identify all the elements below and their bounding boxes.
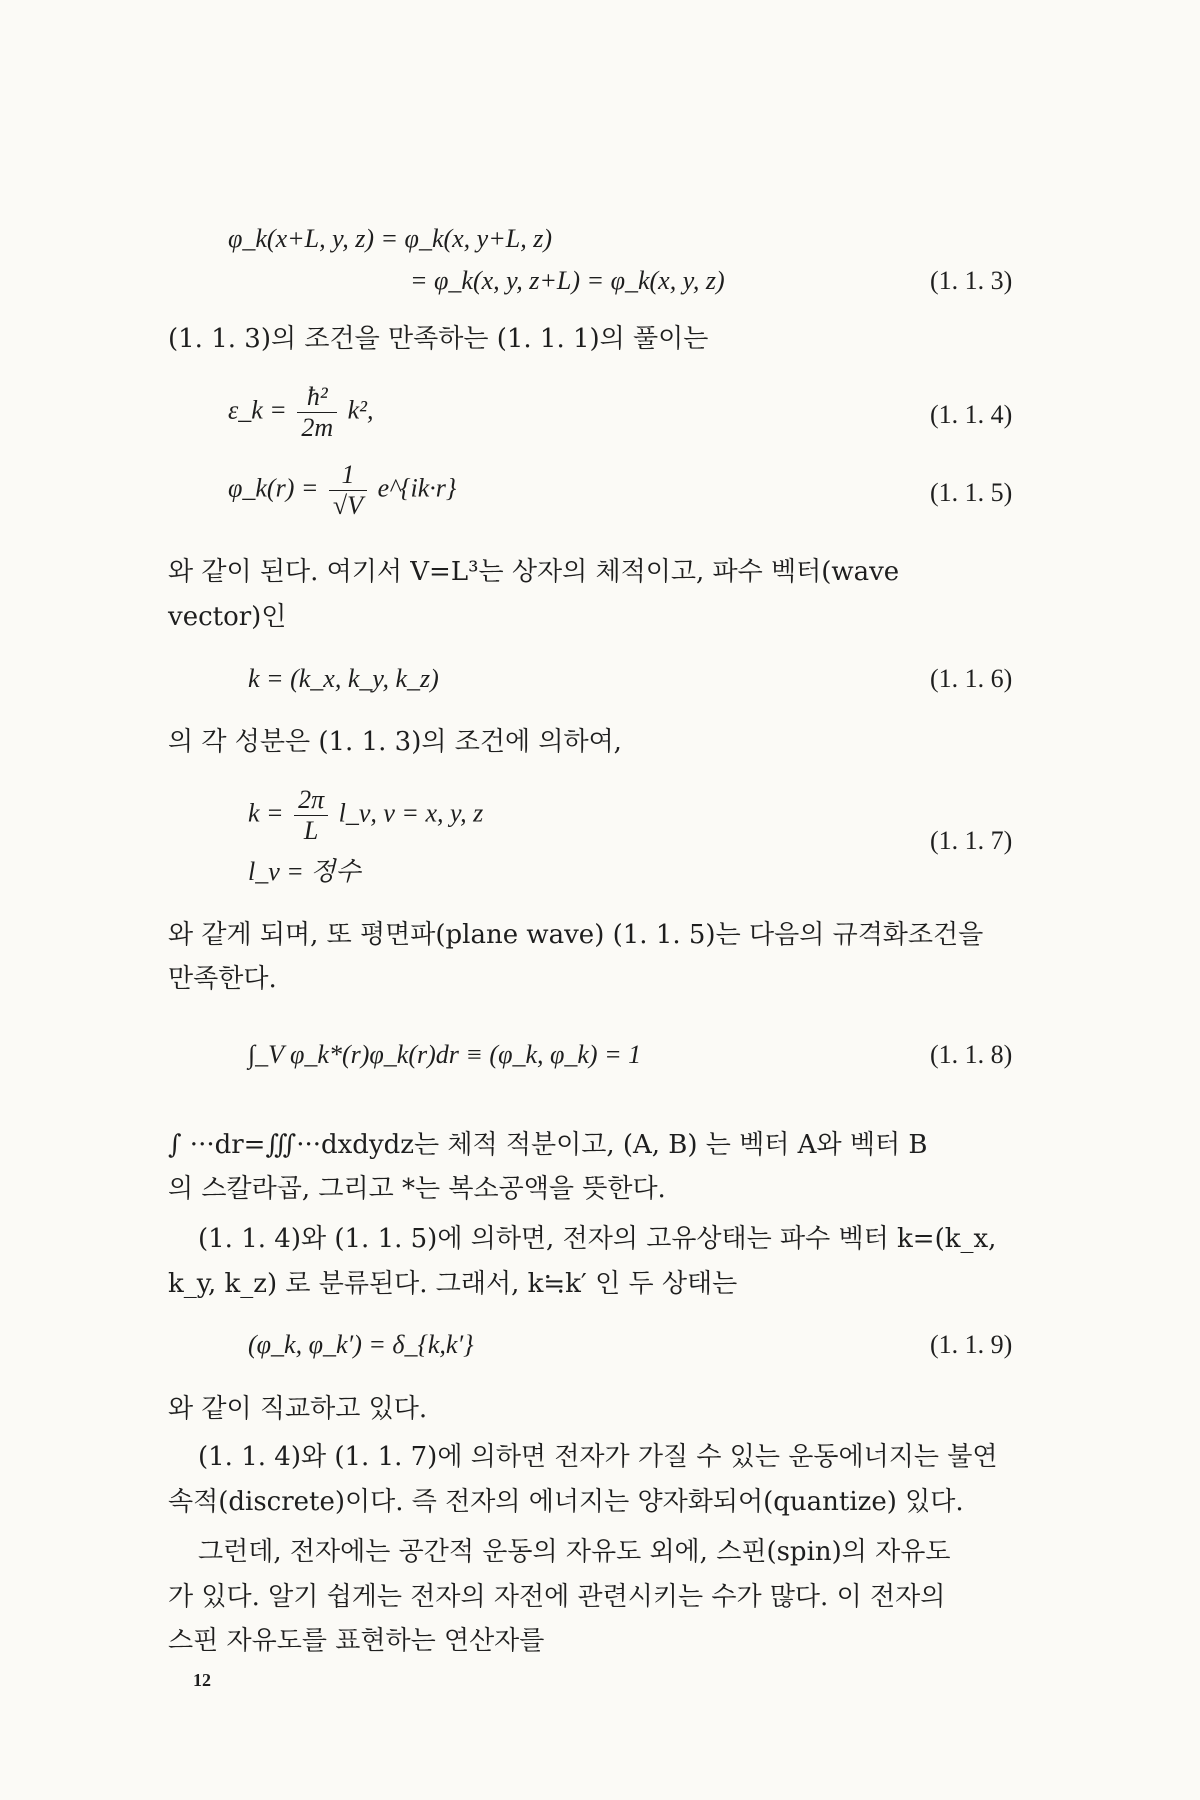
page-number: 12	[193, 1670, 211, 1690]
paragraph-line: (1. 1. 4)와 (1. 1. 5)에 의하면, 전자의 고유상태는 파수 벡터 k=(k_x,	[198, 1224, 997, 1254]
equation-1-1-7-line1	[248, 785, 483, 846]
fraction-numerator: 1	[329, 460, 367, 491]
fraction-denominator: 2m	[301, 413, 334, 442]
fraction-numerator: ħ²	[297, 382, 337, 413]
equation-1-1-7-line2: l_ν = 정수	[248, 857, 361, 886]
equation-rhs: e^{ik·r}	[377, 473, 457, 503]
paragraph-line: 와 같이 된다. 여기서 V=L³는 상자의 체적이고, 파수 벡터(wave	[168, 557, 900, 587]
fraction	[294, 785, 328, 846]
paragraph-line: (1. 1. 4)와 (1. 1. 7)에 의하면 전자가 가질 수 있는 운동에너지는 불연	[198, 1442, 998, 1472]
equation-lhs: φ_k(r) =	[228, 473, 319, 503]
paragraph-line: (1. 1. 3)의 조건을 만족하는 (1. 1. 1)의 풀이는	[168, 324, 709, 354]
paragraph-line: 의 각 성분은 (1. 1. 3)의 조건에 의하여,	[168, 727, 622, 757]
equation-label: (1. 1. 7)	[930, 826, 1013, 855]
paragraph-line: 의 스칼라곱, 그리고 *는 복소공액을 뜻한다.	[168, 1174, 666, 1204]
equation-label: (1. 1. 8)	[930, 1040, 1013, 1069]
paragraph-line: 와 같게 되며, 또 평면파(plane wave) (1. 1. 5)는 다음의 규격화조건을	[168, 920, 984, 950]
paragraph-line: 속적(discrete)이다. 즉 전자의 에너지는 양자화되어(quantize) 있다.	[168, 1487, 964, 1517]
paragraph-line: 스핀 자유도를 표현하는 연산자를	[168, 1626, 545, 1656]
paragraph-line: k_y, k_z) 로 분류된다. 그래서, k≒k′ 인 두 상태는	[168, 1269, 738, 1299]
equation-label: (1. 1. 6)	[930, 664, 1013, 693]
paragraph-line: 그런데, 전자에는 공간적 운동의 자유도 외에, 스핀(spin)의 자유도	[198, 1537, 951, 1567]
equation-1-1-9: (φ_k, φ_k′) = δ_{k,k′}	[248, 1330, 474, 1359]
fraction-numerator: 2π	[294, 785, 328, 816]
paragraph-line: 와 같이 직교하고 있다.	[168, 1394, 428, 1424]
equation-label: (1. 1. 3)	[930, 266, 1013, 295]
paragraph-line: 가 있다. 알기 쉽게는 전자의 자전에 관련시키는 수가 많다. 이 전자의	[168, 1582, 946, 1612]
equation-1-1-4	[228, 382, 373, 443]
equation-1-1-8: ∫_V φ_k*(r)φ_k(r)dr ≡ (φ_k, φ_k) = 1	[248, 1040, 642, 1069]
fraction	[329, 460, 367, 521]
equation-lhs: ε_k =	[228, 395, 287, 425]
equation-rhs: k²,	[347, 395, 374, 425]
equation-1-1-3-line2: = φ_k(x, y, z+L) = φ_k(x, y, z)	[410, 266, 725, 295]
equation-rhs: l_ν, ν = x, y, z	[338, 798, 484, 828]
equation-1-1-3-line1: φ_k(x+L, y, z) = φ_k(x, y+L, z)	[228, 224, 552, 253]
equation-1-1-5	[228, 460, 456, 521]
equation-lhs: k =	[248, 798, 284, 828]
fraction	[297, 382, 337, 443]
equation-1-1-6: k = (k_x, k_y, k_z)	[248, 664, 439, 693]
equation-label: (1. 1. 5)	[930, 478, 1013, 507]
equation-label: (1. 1. 4)	[930, 400, 1013, 429]
fraction-denominator: L	[303, 816, 319, 845]
paragraph-line: 만족한다.	[168, 964, 277, 994]
paragraph-line: ∫ ···dr=∭···dxdydz는 체적 적분이고, (A, B) 는 벡터 A와 벡터 B	[168, 1130, 928, 1160]
equation-label: (1. 1. 9)	[930, 1330, 1013, 1359]
paragraph-line: vector)인	[168, 602, 287, 632]
fraction-denominator: √V	[332, 491, 364, 520]
